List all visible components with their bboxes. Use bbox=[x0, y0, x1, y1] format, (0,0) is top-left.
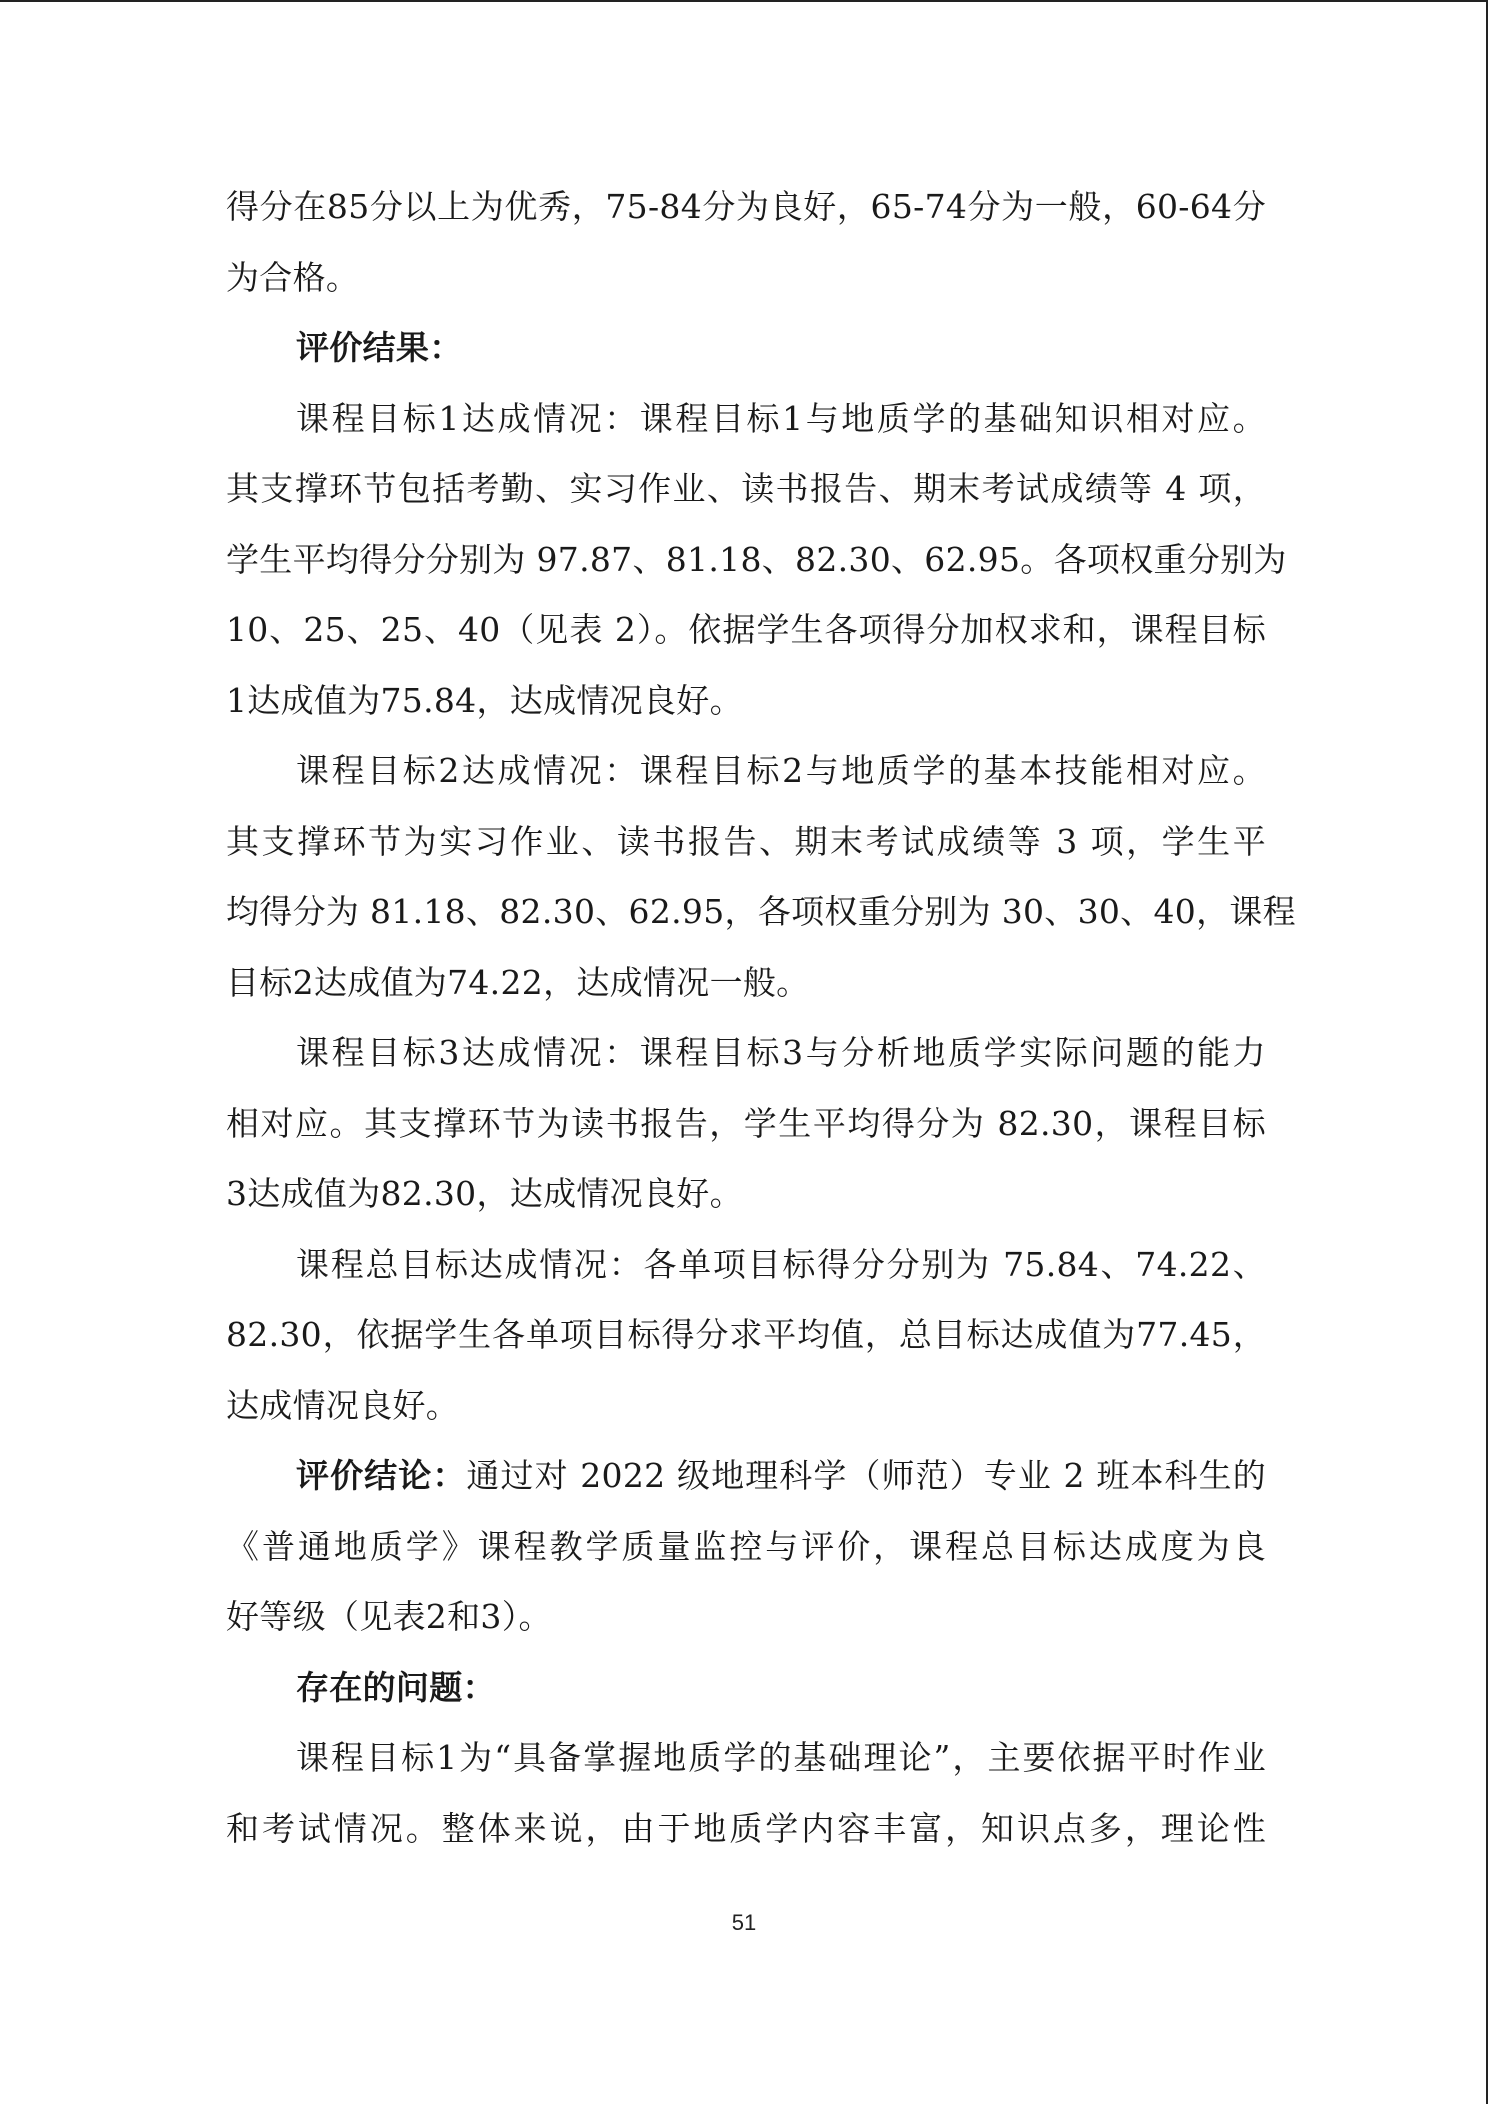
section-heading-existing-problems: 存在的问题： bbox=[296, 1667, 496, 1707]
text-line: 课程目标1为“具备掌握地质学的基础理论”，主要依据平时作业 bbox=[296, 1738, 1266, 1777]
text-line: 均得分为 81.18、82.30、62.95，各项权重分别为 30、30、40，课程 bbox=[226, 892, 1296, 931]
text-line: 课程目标2达成情况：课程目标2与地质学的基本技能相对应。 bbox=[296, 751, 1266, 790]
text-line: 82.30，依据学生各单项目标得分求平均值，总目标达成值为77.45， bbox=[226, 1315, 1266, 1354]
text-line: 得分在85分以上为优秀，75-84分为良好，65-74分为一般，60-64分 bbox=[226, 187, 1266, 226]
text-line: 为合格。 bbox=[226, 257, 360, 297]
section-heading-evaluation-conclusion: 评价结论： bbox=[296, 1456, 467, 1495]
text-line: 《普通地质学》课程教学质量监控与评价，课程总目标达成度为良 bbox=[226, 1526, 1266, 1566]
text-line: 目标2达成值为74.22，达成情况一般。 bbox=[226, 962, 810, 1002]
page-border-top bbox=[0, 0, 1488, 2]
text-line: 学生平均得分分别为 97.87、81.18、82.30、62.95。各项权重分别为 bbox=[226, 539, 1287, 579]
page-number: 51 bbox=[731, 1910, 757, 1935]
text-line bbox=[226, 1441, 1266, 1512]
text-line: 课程目标3达成情况：课程目标3与分析地质学实际问题的能力 bbox=[296, 1033, 1266, 1072]
text-line: 课程目标1达成情况：课程目标1与地质学的基础知识相对应。 bbox=[296, 398, 1266, 438]
text-line: 其支撑环节为实习作业、读书报告、期末考试成绩等 3 项，学生平 bbox=[226, 821, 1266, 861]
text-line: 好等级（见表2和3）。 bbox=[226, 1597, 552, 1636]
document-body bbox=[226, 172, 1296, 1864]
text-line: 3达成值为82.30，达成情况良好。 bbox=[226, 1174, 743, 1213]
text-line: 相对应。其支撑环节为读书报告，学生平均得分为 82.30，课程目标 bbox=[226, 1103, 1266, 1143]
section-heading-evaluation-results: 评价结果： bbox=[296, 328, 463, 367]
text-line: 1达成值为75.84，达成情况良好。 bbox=[226, 680, 743, 720]
text-line: 和考试情况。整体来说，由于地质学内容丰富，知识点多，理论性 bbox=[226, 1808, 1266, 1848]
text-line: 10、25、25、40（见表 2）。依据学生各项得分加权求和，课程目标 bbox=[226, 610, 1266, 649]
text-line: 达成情况良好。 bbox=[226, 1385, 460, 1425]
text-line: 其支撑环节包括考勤、实习作业、读书报告、期末考试成绩等 4 项， bbox=[226, 469, 1266, 508]
text-span: 通过对 2022 级地理科学（师范）专业 2 班本科生的 bbox=[466, 1456, 1266, 1495]
text-line: 课程总目标达成情况：各单项目标得分分别为 75.84、74.22、 bbox=[296, 1244, 1266, 1284]
